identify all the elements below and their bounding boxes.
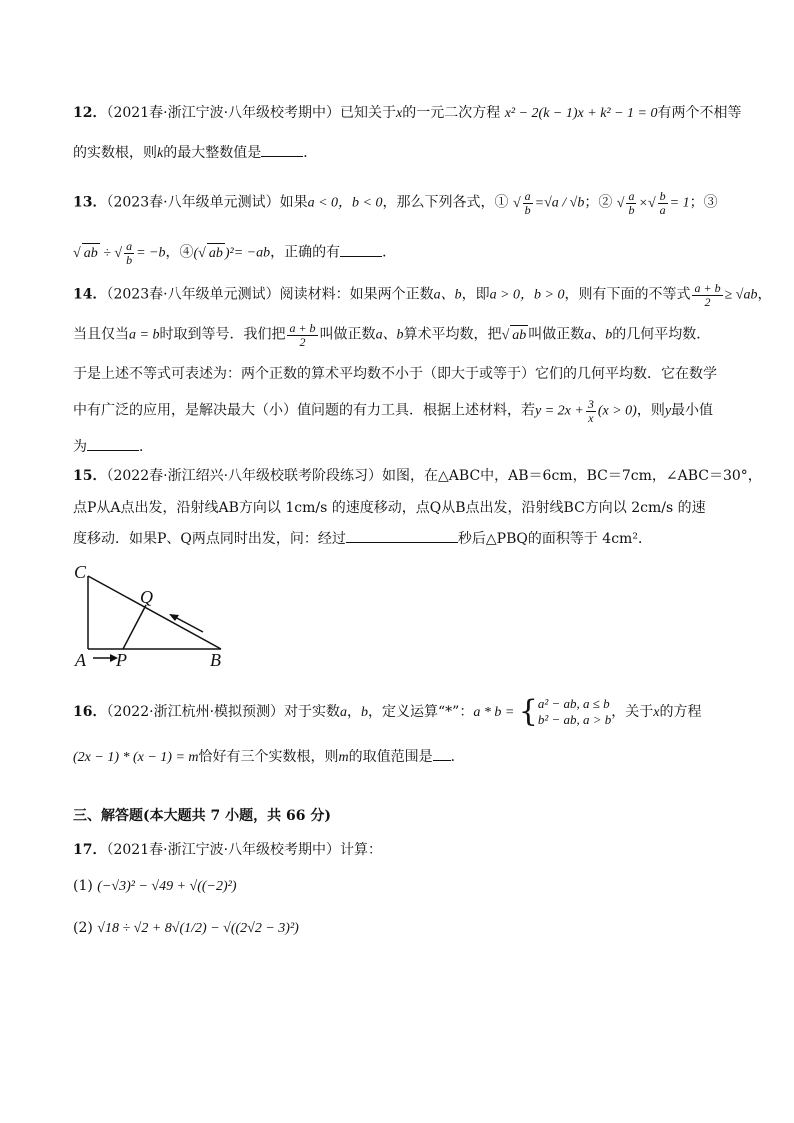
q14-text: ，则有下面的不等式 (564, 286, 691, 303)
q14-number: 14． (73, 286, 107, 303)
q14-equality: a = b (129, 327, 160, 343)
q16-def-lhs: a * b = (473, 705, 515, 720)
label-q: Q (140, 587, 153, 607)
q13-line2: √ ab ÷ √ $\frac{a}{b}$ = −b，④(√ ab )²= −ab，正确的有 ． (73, 239, 397, 267)
q17-number: 17． (73, 842, 107, 858)
q14-text: 中有广泛的应用，是解决最大（小）值问题的有力工具．根据上述材料，若 (73, 402, 535, 419)
q16-source: （2022·浙江杭州·模拟预测） (106, 704, 285, 720)
section-heading: 三、解答题(本大题共 7 小题，共 66 分) (73, 808, 331, 824)
q12-line1 (73, 103, 742, 124)
q14-text: 于是上述不等式可表述为：两个正数的算术平均数不小于（即大于或等于）它们的几何平均数．它在数学 (73, 366, 717, 382)
q16-text: 恰好有三个实数根，则 (198, 749, 339, 765)
q12-var-k: k (157, 146, 164, 161)
q17-part1 (73, 876, 237, 897)
q12-text: 已知关于 (340, 105, 397, 121)
q14-text: 当且仅当 (73, 326, 129, 343)
q14-answer-blank[interactable] (87, 436, 139, 451)
segment-pq (123, 605, 146, 649)
q16-text: ，关于 (611, 704, 654, 720)
q16-var-x: x (653, 705, 660, 720)
q16-text: 对于实数 (284, 704, 341, 720)
q12-source: （2021春·浙江宁波·八年级校考期中） (106, 105, 341, 121)
q12-number: 12． (73, 105, 107, 121)
q13-source: （2023春·八年级单元测试） (106, 194, 280, 211)
q13-item2-marker: ② (598, 194, 613, 211)
q14-line2: 当且仅当a = b时取到等号．我们把 $\frac{a + b}{2}$ 叫做正数a、b算术平均数，把√ ab 叫做正数a、b的几何平均数． (73, 321, 711, 349)
label-p: P (116, 650, 127, 670)
q13-eq2-rhs: = 1 (669, 195, 690, 211)
q14-text: 最小值 (671, 402, 714, 419)
q16-line2 (73, 746, 465, 768)
q14-domain: (x > 0) (597, 403, 637, 419)
q14-line3 (73, 364, 717, 384)
q16-text: 的方程 (659, 704, 702, 720)
q16-text: ，定义运算“*”： (368, 704, 474, 720)
q14-text: ，即 (461, 286, 490, 303)
q13-sep: ； (584, 194, 599, 211)
q12-text: 的一元二次方程 (402, 105, 501, 121)
q14-ab: a、b (584, 327, 613, 343)
q12-text: 的实数根，则 (73, 145, 157, 161)
q14-ab: a、b (433, 287, 462, 303)
q14-function: y = 2x + (535, 403, 584, 419)
q14-inequality: ≥ √ab (724, 287, 758, 303)
q13-item3-marker: ③ (703, 194, 718, 211)
q15-text: 度移动．如果P、Q两点同时出发，问：经过 (73, 531, 346, 547)
q15-source: （2022春·浙江绍兴·八年级校联考阶段练习） (106, 468, 383, 484)
q14-text: 叫做正数 (319, 326, 376, 343)
q12-text: 有两个不相等 (657, 105, 742, 121)
q13-line1: 13．（2023春·八年级单元测试）如果a < 0，b < 0，那么下列各式，① √ $\frac{a}{b}$ =√a / √b；② √ $\frac{a}{b}$ ×√ $\frac{b}{a}$ = 1；③ (73, 189, 718, 217)
q14-end: ． (139, 439, 153, 455)
q17-part1-expression: (−√3)² − √49 + √((−2)²) (97, 879, 237, 894)
label-b: B (210, 650, 221, 670)
q12-end: ． (303, 145, 318, 161)
q13-text: ，正确的有 (270, 244, 341, 261)
q13-sep: ； (689, 194, 704, 211)
q14-source: （2023春·八年级单元测试） (106, 286, 280, 303)
q16-var-b: b (361, 705, 369, 720)
q14-text: 时取到等号．我们把 (159, 326, 286, 343)
q13-eq1-rhs: √a / √b (544, 195, 585, 211)
q14-text: 的几何平均数． (612, 326, 711, 343)
q12-equation: x² − 2(k − 1)x + k² − 1 = 0 (504, 106, 658, 121)
q14-condition: a > 0，b > 0 (489, 287, 565, 303)
q17-line1 (73, 840, 382, 860)
q12-line2 (73, 142, 317, 164)
q14-ab: a、b (375, 327, 404, 343)
arrow-up-left-icon (169, 614, 179, 621)
q13-item1-marker: ① (494, 194, 509, 211)
label-a: A (75, 650, 86, 670)
q16-text: 的取值范围是 (348, 749, 433, 765)
q16-var-m: m (338, 750, 349, 765)
q16-answer-blank[interactable] (433, 746, 451, 761)
q13-item4-marker: ④ (179, 244, 194, 261)
q15-answer-blank[interactable] (346, 528, 458, 543)
q13-text: ，那么下列各式， (382, 194, 495, 211)
q17-part2-expression: √18 ÷ √2 + 8√(1/2) − √((2√2 − 3)²) (97, 921, 299, 936)
q17-part2 (73, 918, 299, 939)
q13-eq3-rhs: = −b (136, 245, 166, 261)
q16-case2: b² − ab, a > b (537, 712, 612, 727)
q14-var-y: y (664, 403, 672, 419)
q16-comma: ， (347, 704, 362, 720)
q16-piecewise: { a² − ab, a ≤ b b² − ab, a > b (518, 694, 612, 729)
q13-number: 13． (73, 194, 107, 211)
q16-var-a: a (340, 705, 348, 720)
q14-line1: 14．（2023春·八年级单元测试）阅读材料：如果两个正数a、b，即a > 0，b > 0，则有下面的不等式 $\frac{a + b}{2}$ ≥ √ab， (73, 281, 772, 309)
q15-triangle-figure (70, 558, 240, 670)
q14-line4: 中有广泛的应用，是解决最大（小）值问题的有力工具．根据上述材料，若y = 2x + $\frac{3}{x}$ (x > 0)，则y最小值 (73, 397, 714, 425)
q15-line2 (73, 498, 706, 518)
q13-condition: a < 0，b < 0 (307, 195, 383, 211)
q14-text: 阅读材料：如果两个正数 (279, 286, 434, 303)
q16-number: 16． (73, 704, 107, 720)
q13-eq4-rhs: = −ab (233, 245, 271, 261)
q17-source: （2021春·浙江宁波·八年级校考期中） (106, 842, 341, 858)
q17-part2-label: (2) (73, 920, 93, 936)
q15-line3 (73, 528, 652, 549)
q13-end: ． (382, 244, 397, 261)
q14-text: 算术平均数，把 (403, 326, 502, 343)
q14-line5 (73, 436, 153, 457)
q16-end: ． (450, 749, 465, 765)
q15-text: 秒后△PBQ的面积等于 4cm²． (457, 531, 652, 547)
q14-text: 叫做正数 (528, 326, 585, 343)
q15-text: 点P从A点出发，沿射线AB方向以 1cm/s 的速度移动，点Q从B点出发，沿射线BC方向以 2cm/s 的速 (73, 500, 706, 516)
q12-var-x: x (396, 106, 403, 121)
q16-line1 (73, 696, 702, 728)
arrow-bq-shaft (173, 616, 203, 632)
label-c: C (74, 562, 87, 582)
q17-text: 计算： (340, 842, 383, 858)
q15-text: 如图，在△ABC中，AB＝6cm，BC＝7cm，∠ABC＝30°， (382, 468, 762, 484)
q15-number: 15． (73, 468, 107, 484)
q16-case1: a² − ab, a ≤ b (537, 696, 610, 711)
segment-cb (88, 576, 221, 649)
q12-answer-blank[interactable] (261, 142, 303, 157)
q15-line1 (73, 466, 762, 486)
q13-text: 如果 (279, 194, 308, 211)
q16-equation: (2x − 1) * (x − 1) = m (73, 750, 199, 765)
q14-text: ，则 (636, 402, 665, 419)
q13-answer-blank[interactable] (340, 242, 382, 257)
q17-part1-label: (1) (73, 878, 93, 894)
q14-text: 为 (73, 439, 87, 455)
q12-text: 的最大整数值是 (163, 145, 262, 161)
